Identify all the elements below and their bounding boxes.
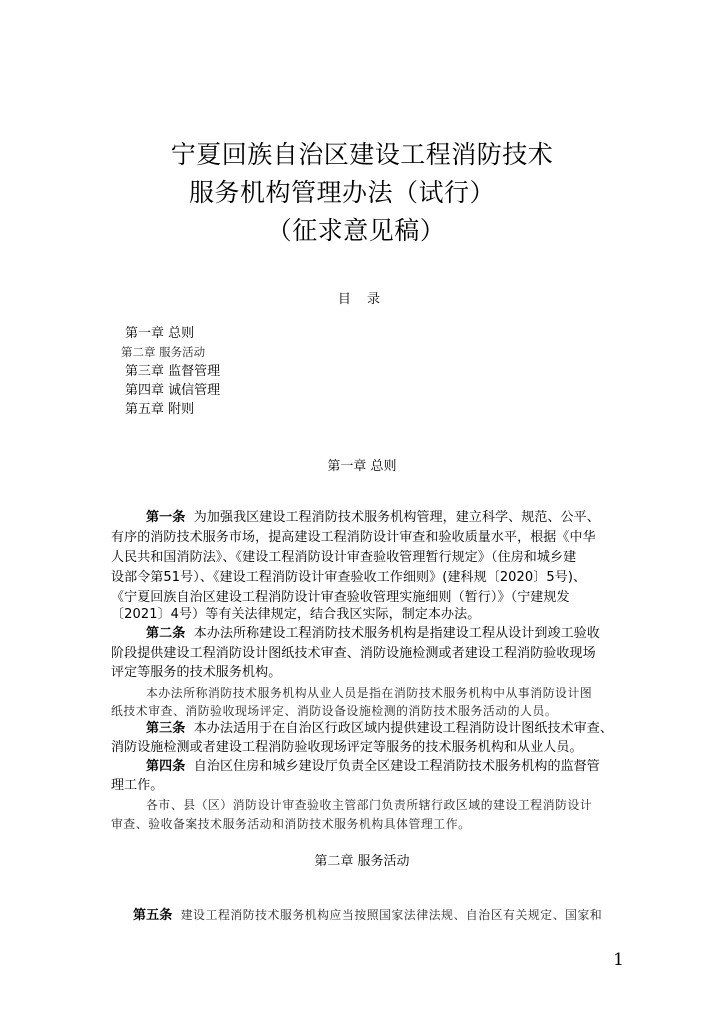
- article-4-text: 自治区住房和城乡建设厅负责全区建设工程消防技术服务机构的监督管: [193, 759, 600, 774]
- article-5-label: 第五条: [133, 908, 173, 923]
- toc-heading: 目 录: [337, 292, 387, 307]
- chapter-2-heading: 第二章 服务活动: [314, 854, 410, 869]
- article-3-line: 消防设施检测或者建设工程消防验收现场评定等服务的技术服务机构和从业人员。: [111, 740, 583, 755]
- article-4-note-line: 审查、验收备案技术服务活动和消防技术服务机构具体管理工作。: [111, 817, 471, 831]
- page-number: 1: [613, 950, 624, 970]
- article-1-line: 《宁夏回族自治区建设工程消防设计审查验收管理实施细则（暂行）》（宁建规发: [111, 590, 570, 605]
- toc-item: 第一章 总则: [125, 326, 195, 341]
- article-4-label: 第四条: [146, 759, 186, 774]
- article-3-label: 第三条: [146, 721, 186, 736]
- article-1-line: 〔2021〕4号）等有关法律规定，结合我区实际，制定本办法。: [111, 607, 481, 622]
- article-1-text: 为加强我区建设工程消防技术服务机构管理，建立科学、规范、公平、: [193, 510, 600, 525]
- article-1-line: 设部令第51号）、《建设工程消防设计审查验收工作细则》(建科规〔2020〕5号)、: [111, 570, 587, 585]
- document-title-line-1: 宁夏回族自治区建设工程消防技术: [170, 140, 554, 169]
- toc-item: 第五章 附则: [125, 402, 195, 417]
- article-2-first-line: [146, 624, 600, 644]
- article-2-note-line: 纸技术审查、消防验收现场评定、消防设备设施检测的消防技术服务活动的人员。: [111, 704, 558, 718]
- chapter-1-heading: 第一章 总则: [327, 459, 397, 474]
- article-3-text: 本办法适用于在自治区行政区域内提供建设工程消防设计图纸技术审查、: [193, 721, 613, 736]
- article-5-first-line: [133, 905, 602, 926]
- toc-item: 第二章 服务活动: [121, 345, 206, 359]
- article-2-note-line: 本办法所称消防技术服务机构从业人员是指在消防技术服务机构中从事消防设计图: [146, 686, 593, 700]
- article-4-note-line: 各市、县（区）消防设计审查验收主管部门负责所辖行政区域的建设工程消防设计: [146, 798, 593, 812]
- document-subtitle: （征求意见稿）: [266, 216, 446, 245]
- article-1-label: 第一条: [146, 510, 186, 525]
- article-5-text: 建设工程消防技术服务机构应当按照国家法律法规、自治区有关规定、国家和: [180, 908, 603, 922]
- article-1-first-line: [146, 508, 600, 528]
- article-3-first-line: [146, 719, 613, 739]
- toc-item: 第四章 诚信管理: [125, 383, 221, 398]
- article-2-line: 评定等服务的技术服务机构。: [111, 665, 282, 680]
- article-2-line: 阶段提供建设工程消防设计图纸技术审查、消防设施检测或者建设工程消防验收现场: [111, 646, 596, 661]
- article-4-line: 理工作。: [111, 778, 164, 793]
- article-4-first-line: [146, 757, 600, 777]
- toc-item: 第三章 监督管理: [125, 364, 221, 379]
- article-1-line: 有序的消防技术服务市场，提高建设工程消防设计审查和验收质量水平，根据《中华: [111, 530, 596, 545]
- document-title-line-2: 服务机构管理办法（试行）: [188, 178, 495, 207]
- article-2-text: 本办法所称建设工程消防技术服务机构是指建设工程从设计到竣工验收: [193, 626, 600, 641]
- article-2-label: 第二条: [146, 626, 186, 641]
- article-1-line: 人民共和国消防法》、《建设工程消防设计审查验收管理暂行规定》（住房和城乡建: [111, 550, 577, 565]
